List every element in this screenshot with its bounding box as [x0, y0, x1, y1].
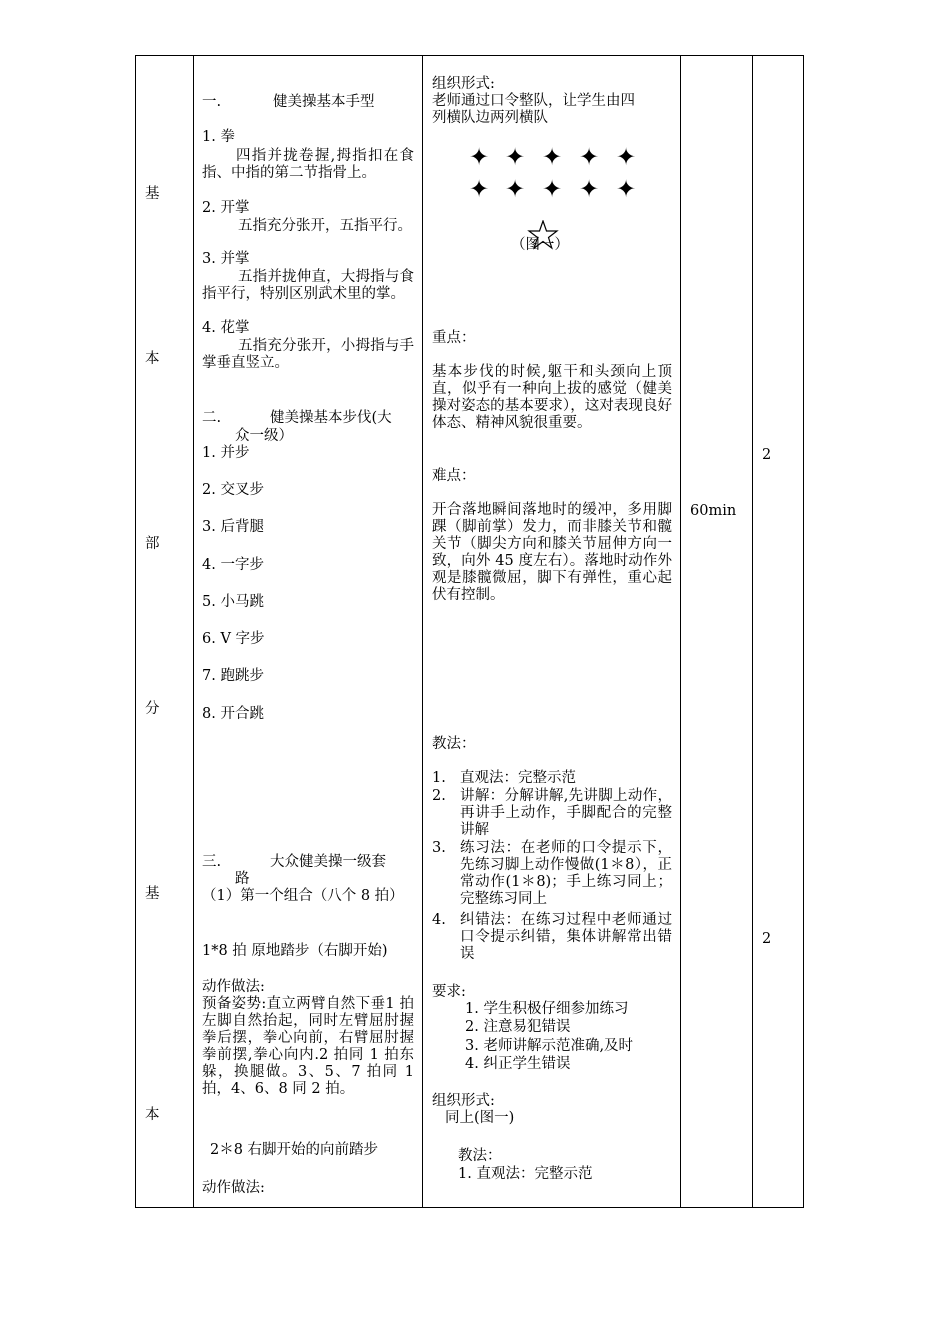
- formation-mark-icon: ✦: [505, 175, 526, 203]
- section-char-5: 基: [145, 886, 160, 902]
- teach-item-num: 1.: [432, 770, 446, 786]
- section2-number: 二.: [202, 410, 222, 426]
- hand-shape-1-desc: 四指并拢卷握,拇指扣在食指、中指的第二节指骨上。: [202, 148, 414, 181]
- section3-step2: 2＊8 右脚开始的向前踏步: [210, 1142, 379, 1158]
- section-char-4: 分: [145, 701, 160, 717]
- teach-item-text: 讲解：分解讲解,先讲脚上动作，再讲手上动作，手脚配合的完整讲解: [460, 788, 672, 838]
- method-label-2: 动作做法:: [202, 1180, 265, 1196]
- hand-shape-3-title: 3. 并掌: [202, 251, 250, 267]
- difficulty-label: 难点：: [432, 468, 476, 484]
- col-border-1: [193, 55, 194, 1208]
- org-label: 组织形式:: [432, 76, 495, 92]
- step-item-8: 8. 开合跳: [202, 706, 264, 722]
- teach-item-num: 4.: [432, 912, 446, 928]
- section2-title-cont: 众一级）: [235, 428, 293, 444]
- formation-mark-icon: ✦: [469, 143, 490, 171]
- section3-title-cont: 路: [235, 871, 250, 887]
- requirement-item-1: 1. 学生积极仔细参加练习: [465, 1001, 629, 1017]
- table-bottom-border: [135, 1207, 804, 1208]
- section3-number: 三.: [202, 854, 222, 870]
- section3-title: 大众健美操一级套: [270, 854, 386, 870]
- requirement-item-4: 4. 纠正学生错误: [465, 1056, 571, 1072]
- section1-title: 健美操基本手型: [273, 94, 375, 110]
- teach-item-text: 直观法：完整示范: [460, 770, 576, 786]
- org2-label: 组织形式:: [432, 1093, 495, 1109]
- section-char-6: 本: [145, 1107, 160, 1123]
- formation-mark-icon: ✦: [579, 143, 600, 171]
- teach-label: 教法：: [432, 736, 476, 752]
- step-item-2: 2. 交叉步: [202, 482, 264, 498]
- difficulty-text: 开合落地瞬间落地时的缓冲，多用脚踝（脚前掌）发力，而非膝关节和髋关节（脚尖方向和膝关节屈伸方向一致，向外 45 度左右）。落地时动作外观是膝髋微屈，脚下有弹性，重心起伏有控制。: [432, 502, 672, 603]
- requirement-item-2: 2. 注意易犯错误: [465, 1019, 571, 1035]
- formation-mark-icon: ✦: [469, 175, 490, 203]
- teach-item-text: 练习法：在老师的口令提示下，先练习脚上动作慢做(1＊8），正常动作(1＊8)；手上练习同上；完整练习同上: [460, 840, 672, 907]
- step-item-4: 4. 一字步: [202, 557, 264, 573]
- section2-title: 健美操基本步伐(大: [270, 410, 392, 426]
- hand-shape-1-title: 1. 拳: [202, 129, 235, 145]
- teach-item-num: 2.: [432, 788, 446, 804]
- hand-shape-2-desc: 五指充分张开，五指平行。: [238, 218, 412, 234]
- requirement-item-3: 3. 老师讲解示范准确,及时: [465, 1038, 634, 1054]
- section-char-2: 本: [145, 351, 160, 367]
- teach-item-num: 3.: [432, 840, 446, 856]
- step-item-1: 1. 并步: [202, 445, 250, 461]
- key-point-text: 基本步伐的时候,躯干和头颈向上顶直，似乎有一种向上拔的感觉（健美操对姿态的基本要求），这对表现良好体态、精神风貌很重要。: [432, 364, 672, 431]
- hand-shape-3-desc: 五指并拢伸直，大拇指与食指平行，特别区别武术里的掌。: [202, 269, 414, 302]
- org-line-1: 老师通过口令整队，让学生由四: [432, 93, 635, 109]
- section3-group: （1）第一个组合（八个 8 拍）: [202, 888, 404, 904]
- hand-shape-4-desc: 五指充分张开，小拇指与手掌垂直竖立。: [202, 338, 414, 371]
- col-border-5: [803, 55, 804, 1208]
- col-border-2: [422, 55, 423, 1208]
- teach2-item: 1. 直观法：完整示范: [458, 1166, 593, 1182]
- duration-value: 60min: [690, 503, 737, 519]
- col-border-3: [680, 55, 681, 1208]
- teacher-star-icon: [527, 220, 559, 250]
- formation-mark-icon: ✦: [579, 175, 600, 203]
- formation-mark-icon: ✦: [542, 175, 563, 203]
- section1-number: 一.: [202, 94, 222, 110]
- count-value-2: 2: [762, 931, 772, 947]
- step-item-5: 5. 小马跳: [202, 594, 264, 610]
- hand-shape-2-title: 2. 开掌: [202, 200, 250, 216]
- step-item-6: 6. V 字步: [202, 631, 265, 647]
- col-border-0: [135, 55, 136, 1208]
- requirement-label: 要求:: [432, 984, 466, 1000]
- org2-text: 同上(图一): [445, 1110, 515, 1126]
- section-char-1: 基: [145, 186, 160, 202]
- formation-caption: （图一）: [511, 237, 569, 253]
- hand-shape-4-title: 4. 花掌: [202, 320, 250, 336]
- section3-step1: 1*8 拍 原地踏步（右脚开始): [202, 943, 388, 959]
- formation-mark-icon: ✦: [616, 175, 637, 203]
- org-line-2: 列横队边两列横队: [432, 110, 548, 126]
- method-label-1: 动作做法:: [202, 979, 265, 995]
- formation-mark-icon: ✦: [505, 143, 526, 171]
- step-item-7: 7. 跑跳步: [202, 668, 264, 684]
- teach2-label: 教法：: [458, 1148, 502, 1164]
- formation-mark-icon: ✦: [542, 143, 563, 171]
- method-text-1: 预备姿势:直立两臂自然下垂1 拍左脚自然抬起，同时左臂屈肘握拳后摆，拳心向前，右臂屈肘握拳前摆,拳心向内.2 拍同 1 拍东躲，换腿做。3、5、7 拍同 1 拍，4、6、8 同 2 拍。: [202, 996, 414, 1097]
- section-char-3: 部: [145, 536, 160, 552]
- table-top-border: [135, 55, 804, 56]
- count-value-1: 2: [762, 447, 772, 463]
- formation-mark-icon: ✦: [616, 143, 637, 171]
- key-point-label: 重点：: [432, 330, 476, 346]
- step-item-3: 3. 后背腿: [202, 519, 264, 535]
- teach-item-text: 纠错法：在练习过程中老师通过口令提示纠错，集体讲解常出错误: [460, 912, 672, 962]
- col-border-4: [752, 55, 753, 1208]
